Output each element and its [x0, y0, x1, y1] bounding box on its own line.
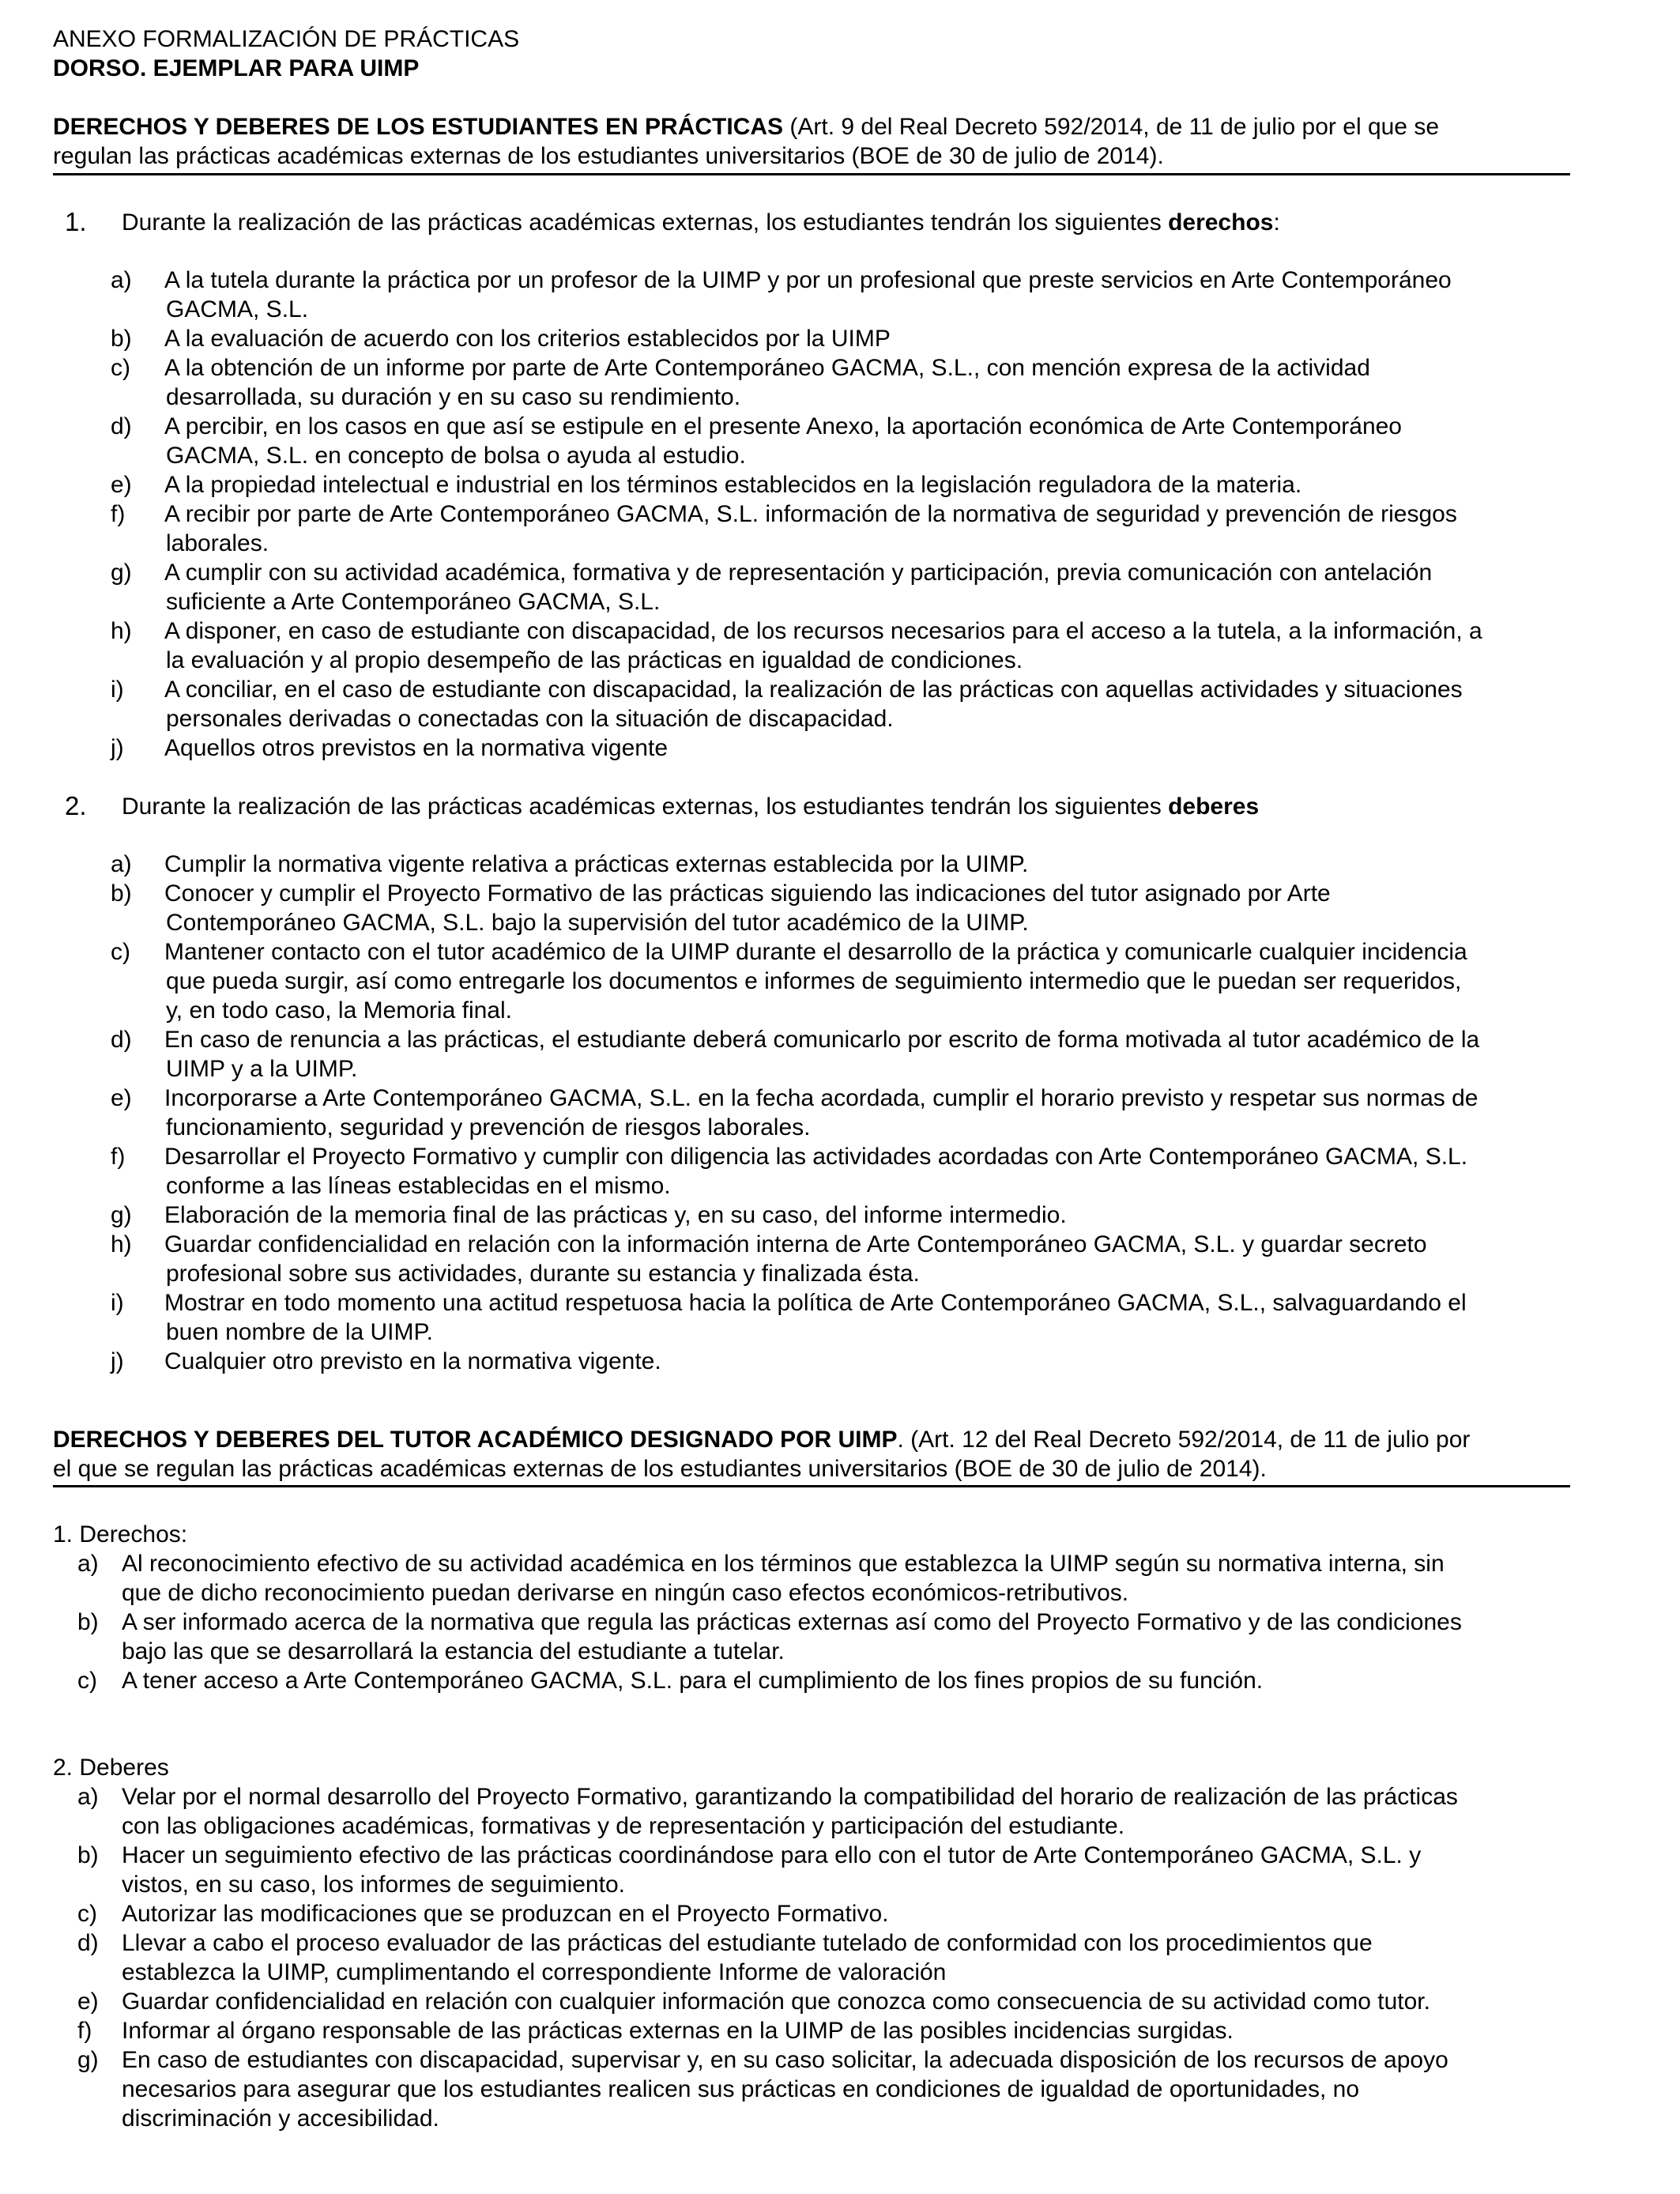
- list-item-text: GACMA, S.L.: [166, 296, 309, 322]
- section1-title-bold: DERECHOS Y DEBERES DE LOS ESTUDIANTES EN PRÁCTICAS: [53, 114, 784, 140]
- list-item-text: Llevar a cabo el proceso evaluador de las prácticas del estudiante tutelado de conformidad con los procedimientos que: [122, 1930, 1373, 1956]
- list-item-text: Al reconocimiento efectivo de su actividad académica en los términos que establezca la UIMP según su normativa interna, sin: [122, 1551, 1445, 1577]
- list-item-text: Velar por el normal desarrollo del Proyecto Formativo, garantizando la compatibilidad del horario de realización de las prácticas: [122, 1784, 1458, 1810]
- list-item-text: Guardar confidencialidad en relación con cualquier información que conozca como consecuencia de su actividad como tutor.: [122, 1989, 1430, 2015]
- list-item-text: A tener acceso a Arte Contemporáneo GACMA, S.L. para el cumplimiento de los fines propios de su función.: [122, 1668, 1264, 1694]
- list-item-text: A cumplir con su actividad académica, formativa y de representación y participación, previa comunicación con antelación: [164, 560, 1433, 586]
- derechos-intro: [122, 209, 1280, 237]
- section2-divider: [53, 1485, 1570, 1487]
- list-item-text: vistos, en su caso, los informes de seguimiento.: [122, 1872, 625, 1898]
- list-item-text: Informar al órgano responsable de las prácticas externas en la UIMP de las posibles incidencias surgidas.: [122, 2018, 1234, 2044]
- list-item-letter: j): [111, 1348, 124, 1374]
- list-item-letter: b): [111, 880, 132, 907]
- deberes-intro: [122, 793, 1259, 821]
- list-item-letter: c): [77, 1668, 97, 1694]
- list-item-letter: a): [111, 851, 132, 877]
- list-item-text: desarrollada, su duración y en su caso su rendimiento.: [166, 384, 741, 410]
- list-item-text: suficiente a Arte Contemporáneo GACMA, S.L.: [166, 589, 661, 615]
- list-item-letter: e): [111, 1085, 132, 1111]
- list-item-text: buen nombre de la UIMP.: [166, 1319, 433, 1345]
- list-item-text: A la obtención de un informe por parte de Arte Contemporáneo GACMA, S.L., con mención expresa de la actividad: [164, 355, 1370, 381]
- list-item-letter: i): [111, 677, 124, 703]
- list-item-text: Mantener contacto con el tutor académico de la UIMP durante el desarrollo de la práctica y comunicarle cualquier incidencia: [164, 939, 1467, 965]
- list-item-text: A la tutela durante la práctica por un profesor de la UIMP y por un profesional que preste servicios en Arte Contemporáneo: [164, 267, 1452, 293]
- list-item-text: Contemporáneo GACMA, S.L. bajo la supervisión del tutor académico de la UIMP.: [166, 910, 1029, 936]
- list-item-text: GACMA, S.L. en concepto de bolsa o ayuda al estudio.: [166, 443, 746, 469]
- list-item-letter: c): [77, 1901, 97, 1927]
- list-item-letter: c): [111, 939, 130, 965]
- tutor-derechos-heading: 1. Derechos:: [53, 1521, 188, 1547]
- list-item-text: que pueda surgir, así como entregarle los documentos e informes de seguimiento intermedio que le puedan ser requeridos,: [166, 968, 1462, 994]
- list-item-text: A la propiedad intelectual e industrial en los términos establecidos en la legislación reguladora de la materia.: [164, 472, 1302, 498]
- list-item-text: Elaboración de la memoria final de las prácticas y, en su caso, del informe intermedio.: [164, 1202, 1067, 1228]
- list-item-letter: f): [77, 2018, 92, 2044]
- list-item-letter: b): [77, 1842, 99, 1868]
- list-item-text: la evaluación y al propio desempeño de las prácticas en igualdad de condiciones.: [166, 647, 1023, 673]
- list-item-letter: h): [111, 618, 132, 644]
- list-item-text: laborales.: [166, 530, 269, 556]
- list-item-text: funcionamiento, seguridad y prevención de riesgos laborales.: [166, 1114, 811, 1140]
- list-item-letter: f): [111, 1144, 126, 1170]
- list-item-text: A recibir por parte de Arte Contemporáneo GACMA, S.L. información de la normativa de seguridad y prevención de riesgos: [164, 501, 1457, 527]
- header-subtitle: DORSO. EJEMPLAR PARA UIMP: [53, 55, 420, 81]
- list-item-text: A percibir, en los casos en que así se estipule en el presente Anexo, la aportación económica de Arte Contemporáneo: [164, 413, 1402, 439]
- list-item-text: Cumplir la normativa vigente relativa a prácticas externas establecida por la UIMP.: [164, 851, 1029, 877]
- list-item-text: UIMP y a la UIMP.: [166, 1056, 358, 1082]
- section1-title-line2: regulan las prácticas académicas externas de los estudiantes universitarios (BOE de 30 de julio de 2014).: [53, 143, 1164, 169]
- list-item-letter: h): [111, 1231, 132, 1257]
- list-item-letter: a): [111, 267, 132, 293]
- list-item-text: Conocer y cumplir el Proyecto Formativo de las prácticas siguiendo las indicaciones del tutor asignado por Arte: [164, 880, 1331, 907]
- list-item-text: Desarrollar el Proyecto Formativo y cumplir con diligencia las actividades acordadas con Arte Contemporáneo GACMA, S.L.: [164, 1144, 1468, 1170]
- header-title: ANEXO FORMALIZACIÓN DE PRÁCTICAS: [53, 26, 520, 52]
- list-item-text: que de dicho reconocimiento puedan derivarse en ningún caso efectos económicos-retributivos.: [122, 1580, 1129, 1606]
- list-item-text: profesional sobre sus actividades, durante su estancia y finalizada ésta.: [166, 1261, 920, 1287]
- list-item-letter: f): [111, 501, 126, 527]
- list-item-letter: i): [111, 1290, 124, 1316]
- section1-divider: [53, 173, 1570, 175]
- section2-title-line2: el que se regulan las prácticas académicas externas de los estudiantes universitarios (BOE de 30 de julio de 2014).: [53, 1456, 1267, 1482]
- list-item-text: A conciliar, en el caso de estudiante con discapacidad, la realización de las prácticas con aquellas actividades y situaciones: [164, 677, 1463, 703]
- list-item-letter: c): [111, 355, 130, 381]
- list-item-text: Guardar confidencialidad en relación con la información interna de Arte Contemporáneo GACMA, S.L. y guardar secreto: [164, 1231, 1427, 1257]
- list-item-text: personales derivadas o conectadas con la situación de discapacidad.: [166, 706, 894, 732]
- list-item-text: discriminación y accesibilidad.: [122, 2105, 439, 2132]
- list-item-text: A ser informado acerca de la normativa que regula las prácticas externas así como del Proyecto Formativo y de las condiciones: [122, 1609, 1462, 1635]
- list-item-text: En caso de renuncia a las prácticas, el estudiante deberá comunicarlo por escrito de forma motivada al tutor académico de la: [164, 1027, 1480, 1053]
- list-item-letter: g): [77, 2047, 99, 2073]
- section2-title: [53, 1426, 1470, 1454]
- section1-title: [53, 113, 1439, 141]
- deberes-number: 2.: [65, 791, 87, 820]
- list-item-text: Autorizar las modificaciones que se produzcan en el Proyecto Formativo.: [122, 1901, 889, 1927]
- list-item-text: En caso de estudiantes con discapacidad, supervisar y, en su caso solicitar, la adecuada disposición de los recursos de apoyo: [122, 2047, 1448, 2073]
- list-item-letter: e): [111, 472, 132, 498]
- list-item-letter: g): [111, 560, 132, 586]
- list-item-letter: d): [111, 413, 132, 439]
- tutor-deberes-heading: 2. Deberes: [53, 1755, 169, 1781]
- list-item-text: Mostrar en todo momento una actitud respetuosa hacia la política de Arte Contemporáneo GACMA, S.L., salvaguardando el: [164, 1290, 1467, 1316]
- section2-title-rest: . (Art. 12 del Real Decreto 592/2014, de 11 de julio por: [897, 1427, 1471, 1453]
- list-item-letter: b): [77, 1609, 99, 1635]
- section2-title-bold: DERECHOS Y DEBERES DEL TUTOR ACADÉMICO DESIGNADO POR UIMP: [53, 1427, 898, 1453]
- derechos-suffix: :: [1273, 209, 1280, 236]
- list-item-letter: j): [111, 735, 124, 761]
- list-item-text: bajo las que se desarrollará la estancia del estudiante a tutelar.: [122, 1638, 785, 1664]
- deberes-intro-text: Durante la realización de las prácticas académicas externas, los estudiantes tendrán los siguientes: [122, 794, 1169, 820]
- list-item-letter: d): [77, 1930, 99, 1956]
- list-item-text: conforme a las líneas establecidas en el mismo.: [166, 1173, 671, 1199]
- list-item-text: necesarios para asegurar que los estudiantes realicen sus prácticas en condiciones de igualdad de oportunidades, no: [122, 2076, 1360, 2102]
- list-item-text: Incorporarse a Arte Contemporáneo GACMA, S.L. en la fecha acordada, cumplir el horario previsto y respetar sus normas de: [164, 1085, 1478, 1111]
- section1-title-rest: (Art. 9 del Real Decreto 592/2014, de 11 de julio por el que se: [783, 114, 1440, 140]
- list-item-text: Cualquier otro previsto en la normativa vigente.: [164, 1348, 661, 1374]
- list-item-letter: g): [111, 1202, 132, 1228]
- deberes-keyword: deberes: [1168, 794, 1260, 820]
- derechos-intro-text: Durante la realización de las prácticas académicas externas, los estudiantes tendrán los siguientes: [122, 209, 1169, 236]
- derechos-keyword: derechos: [1168, 209, 1274, 236]
- list-item-text: Hacer un seguimiento efectivo de las prácticas coordinándose para ello con el tutor de Arte Contemporáneo GACMA, S.L. y: [122, 1842, 1422, 1868]
- list-item-text: con las obligaciones académicas, formativas y de representación y participación del estudiante.: [122, 1813, 1125, 1839]
- list-item-text: Aquellos otros previstos en la normativa vigente: [164, 735, 669, 761]
- list-item-letter: e): [77, 1989, 99, 2015]
- list-item-text: A disponer, en caso de estudiante con discapacidad, de los recursos necesarios para el acceso a la tutela, a la información, a: [164, 618, 1482, 644]
- list-item-letter: a): [77, 1551, 99, 1577]
- list-item-letter: d): [111, 1027, 132, 1053]
- list-item-letter: b): [111, 326, 132, 352]
- derechos-number: 1.: [65, 207, 87, 236]
- list-item-letter: a): [77, 1784, 99, 1810]
- list-item-text: A la evaluación de acuerdo con los criterios establecidos por la UIMP: [164, 326, 891, 352]
- list-item-text: y, en todo caso, la Memoria final.: [166, 997, 512, 1023]
- list-item-text: establezca la UIMP, cumplimentando el correspondiente Informe de valoración: [122, 1959, 947, 1985]
